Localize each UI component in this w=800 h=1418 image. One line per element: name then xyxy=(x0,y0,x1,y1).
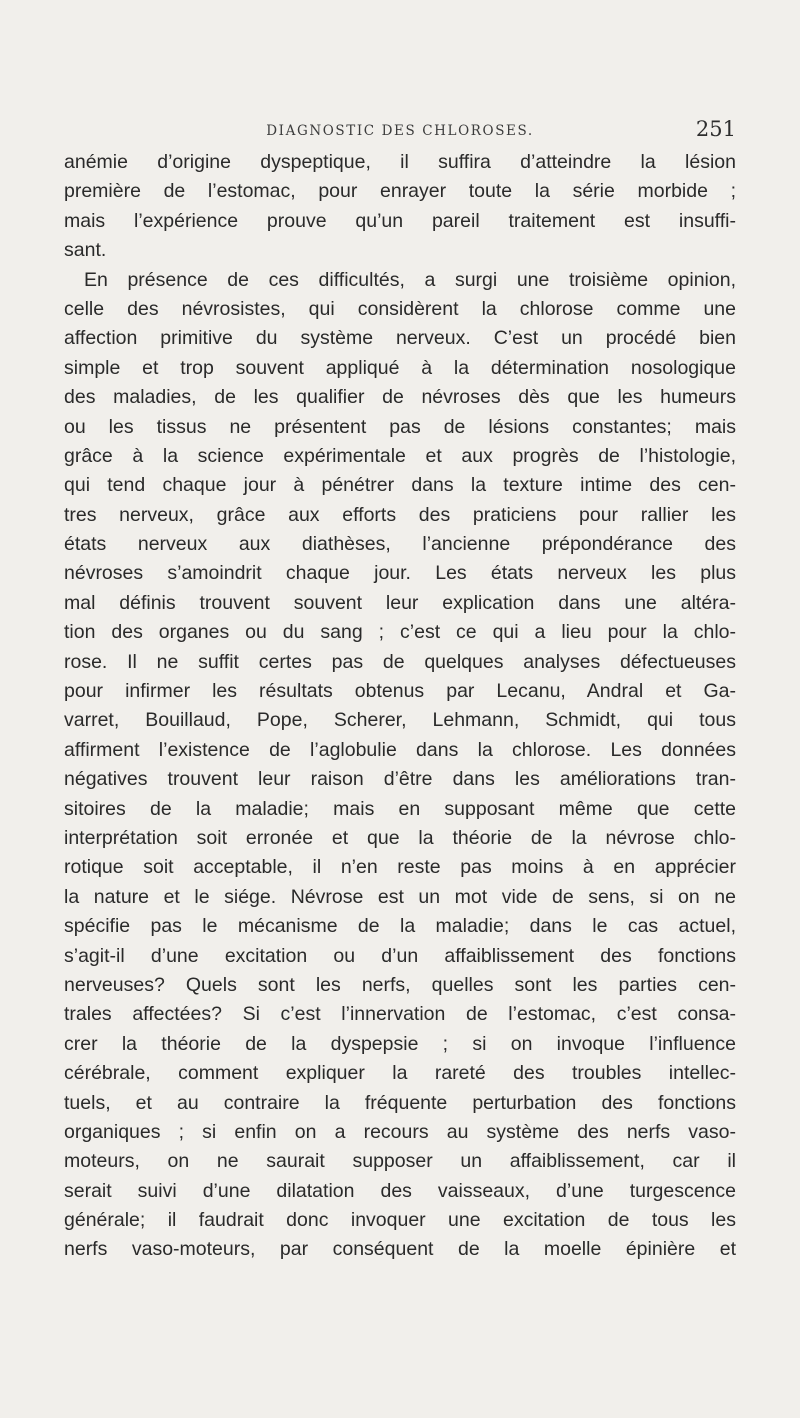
text-line: pour infirmer les résultats obtenus par Lecanu, Andral et Ga- xyxy=(64,680,736,703)
text-line: cérébrale, comment expliquer la rareté des troubles intellec- xyxy=(64,1062,736,1085)
paragraph-start-line: En présence de ces difficultés, a surgi une troisième opinion, xyxy=(84,268,736,291)
body-text xyxy=(64,148,736,1265)
text-line: la nature et le siége. Névrose est un mot vide de sens, si on ne xyxy=(64,885,736,908)
text-line: celle des névrosistes, qui considèrent la chlorose comme une xyxy=(64,297,736,320)
text-line: mais l’expérience prouve qu’un pareil traitement est insuffi- xyxy=(64,209,736,232)
text-line: spécifie pas le mécanisme de la maladie; dans le cas actuel, xyxy=(64,915,736,938)
text-line: rotique soit acceptable, il n’en reste pas moins à en apprécier xyxy=(64,856,736,879)
text-line: nerfs vaso-moteurs, par conséquent de la moelle épinière et xyxy=(64,1238,736,1261)
text-line: anémie d’origine dyspeptique, il suffira d’atteindre la lésion xyxy=(64,151,736,173)
text-line: ou les tissus ne présentent pas de lésions constantes; mais xyxy=(64,415,736,438)
text-line: affection primitive du système nerveux. C’est un procédé bien xyxy=(64,327,736,350)
text-line: tion des organes ou du sang ; c’est ce qui a lieu pour la chlo- xyxy=(64,621,736,644)
running-title: DIAGNOSTIC DES CHLOROSES. xyxy=(266,123,534,139)
text-line: des maladies, de les qualifier de névroses dès que les humeurs xyxy=(64,386,736,409)
text-line: tuels, et au contraire la fréquente perturbation des fonctions xyxy=(64,1091,736,1114)
text-line: s’agit-il d’une excitation ou d’un affaiblissement des fonctions xyxy=(64,944,736,967)
text-line: névroses s’amoindrit chaque jour. Les états nerveux les plus xyxy=(64,562,736,585)
text-line: rose. Il ne suffit certes pas de quelques analyses défectueuses xyxy=(64,650,736,673)
text-line: mal définis trouvent souvent leur explication dans une altéra- xyxy=(64,591,736,614)
text-line: tres nerveux, grâce aux efforts des praticiens pour rallier les xyxy=(64,503,736,526)
running-head xyxy=(64,117,736,145)
text-line: affirment l’existence de l’aglobulie dans la chlorose. Les données xyxy=(64,738,736,761)
text-line: grâce à la science expérimentale et aux progrès de l’histologie, xyxy=(64,444,736,467)
text-line: crer la théorie de la dyspepsie ; si on invoque l’influence xyxy=(64,1032,736,1055)
text-line: varret, Bouillaud, Pope, Scherer, Lehmann, Schmidt, qui tous xyxy=(64,709,736,732)
text-line: trales affectées? Si c’est l’innervation de l’estomac, c’est consa- xyxy=(64,1003,736,1026)
text-line: serait suivi d’une dilatation des vaisseaux, d’une turgescence xyxy=(64,1179,736,1202)
text-line: qui tend chaque jour à pénétrer dans la texture intime des cen- xyxy=(64,474,736,497)
text-line: négatives trouvent leur raison d’être dans les améliorations tran- xyxy=(64,768,736,791)
text-line: organiques ; si enfin on a recours au système des nerfs vaso- xyxy=(64,1120,736,1143)
text-line: première de l’estomac, pour enrayer toute la série morbide ; xyxy=(64,180,736,203)
text-line: interprétation soit erronée et que la théorie de la névrose chlo- xyxy=(64,826,736,849)
text-line: simple et trop souvent appliqué à la détermination nosologique xyxy=(64,356,736,379)
text-line: moteurs, on ne saurait supposer un affaiblissement, car il xyxy=(64,1150,736,1173)
text-line: générale; il faudrait donc invoquer une excitation de tous les xyxy=(64,1209,736,1232)
text-line: sant. xyxy=(64,239,107,262)
page-number: 251 xyxy=(695,117,736,141)
text-line: états nerveux aux diathèses, l’ancienne prépondérance des xyxy=(64,533,736,556)
text-line: sitoires de la maladie; mais en supposant même que cette xyxy=(64,797,736,820)
text-line: nerveuses? Quels sont les nerfs, quelles sont les parties cen- xyxy=(64,973,736,996)
